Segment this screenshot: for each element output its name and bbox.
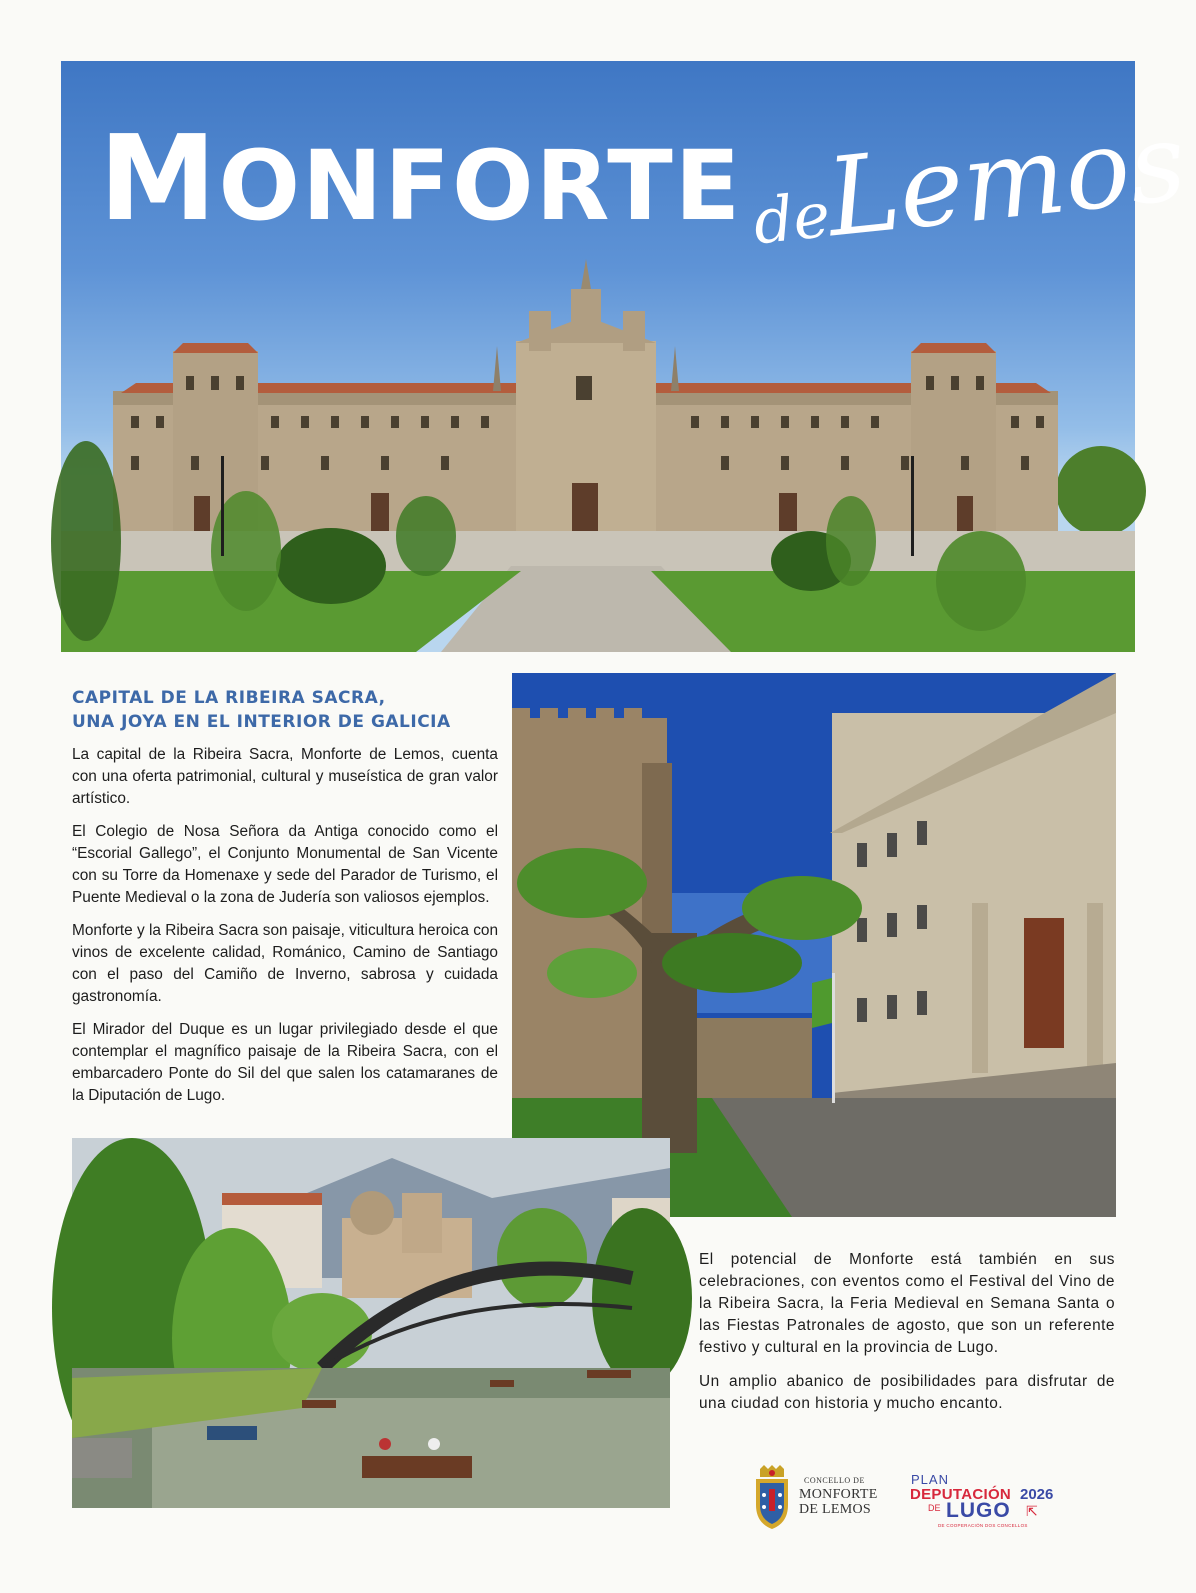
river-photo [72, 1138, 670, 1508]
concello-name-line1: MONFORTE [799, 1487, 878, 1502]
hero-script-name: Lemos [821, 99, 1192, 262]
hero-title-rest: ONFORTE [218, 130, 743, 242]
article-main [72, 686, 498, 1107]
castle-illustration [512, 673, 1116, 1217]
arrow-icon: ⇱ [1026, 1503, 1038, 1519]
article-paragraph: El potencial de Monforte está también en sus celebraciones, con eventos como el Festival del Vino de la Ribeira Sacra, la Feria Medieval en Semana Santa o las Fiestas Patronales de agosto, que son un referente festivo y cultural en la provincia de Lugo. [699, 1251, 1115, 1356]
article-paragraph: El Colegio de Nosa Señora da Antiga conocido como el “Escorial Gallego”, el Conjunto Monumental de San Vicente con su Torre da Homenaxe y sede del Parador de Turismo, el Puente Medieval o la zona de Judería son valiosos ejemplos. [72, 823, 498, 906]
article-paragraph: El Mirador del Duque es un lugar privilegiado desde el que contemplar el magnífico paisaje de la Ribeira Sacra, con el embarcadero Ponte do Sil del que salen los catamaranes de la Diputación de Lugo. [72, 1021, 498, 1104]
deputacion-plan-logo [908, 1472, 1068, 1532]
hero-script-de: de [749, 177, 834, 259]
article-paragraph: La capital de la Ribeira Sacra, Monforte de Lemos, cuenta con una oferta patrimonial, cultural y museística de gran valor artístico. [72, 746, 498, 807]
plan-de: DE [928, 1503, 941, 1513]
article-secondary [699, 1249, 1115, 1427]
plan-label: PLAN [911, 1472, 949, 1487]
concello-name-line2: DE LEMOS [799, 1502, 872, 1517]
coat-of-arms-icon [752, 1465, 792, 1529]
article-paragraph: Monforte y la Ribeira Sacra son paisaje, viticultura heroica con vinos de excelente calidad, Románico, Camino de Santiago con el paso del Camiño de Inverno, sabrosa y cuidada gastronomía. [72, 922, 499, 1005]
plan-subtitle: DE COOPERACIÓN DOS CONCELLOS [938, 1523, 1028, 1528]
river-illustration [72, 1138, 670, 1508]
plan-deputacion: DEPUTACIÓN [910, 1486, 1012, 1503]
article-paragraph: Un amplio abanico de posibilidades para disfrutar de una ciudad con historia y mucho encanto. [699, 1373, 1115, 1412]
concello-label: CONCELLO DE [804, 1476, 865, 1485]
article-heading-line1: CAPITAL DE LA RIBEIRA SACRA, [72, 688, 386, 708]
hero-title-initial: M [99, 109, 219, 247]
article-heading [72, 686, 498, 734]
plan-year: 2026 [1020, 1486, 1054, 1503]
castle-photo [512, 673, 1116, 1217]
concello-logo [752, 1465, 882, 1531]
article-heading-line2: UNA JOYA EN EL INTERIOR DE GALICIA [72, 712, 451, 732]
hero-title [99, 109, 743, 247]
hero-photo [61, 61, 1192, 652]
plan-lugo: LUGO [946, 1499, 1011, 1522]
